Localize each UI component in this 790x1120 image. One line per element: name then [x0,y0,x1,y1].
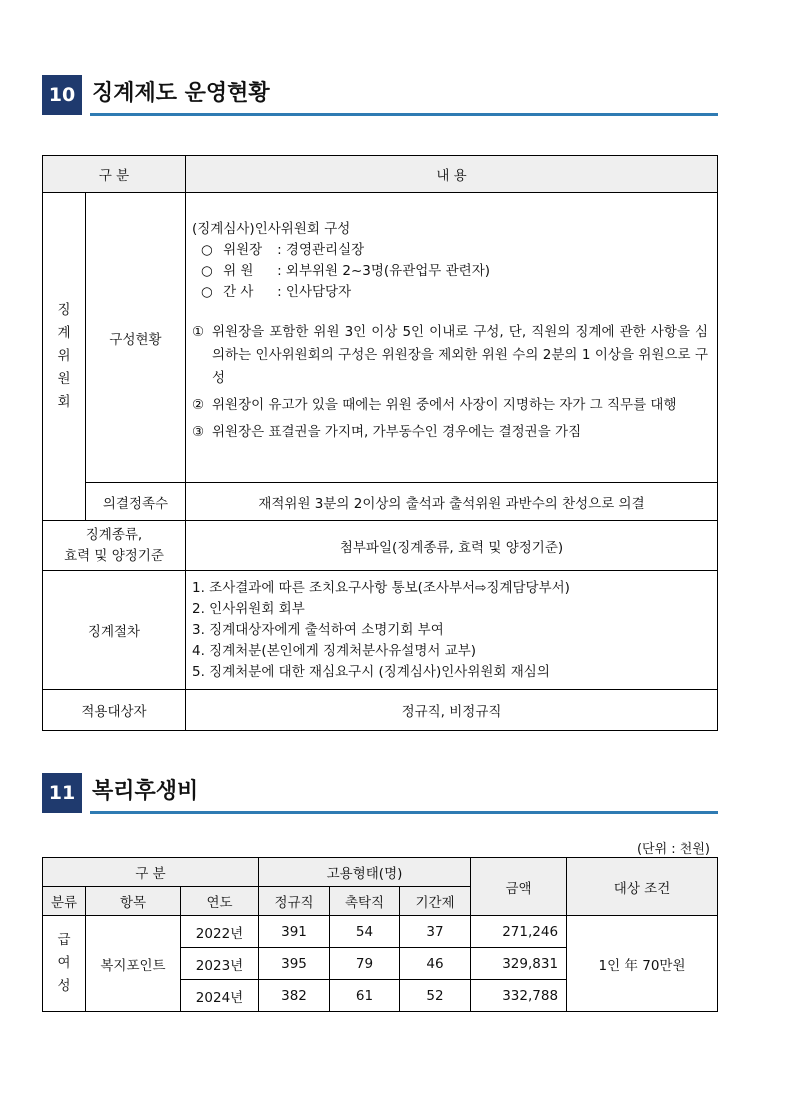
contract-cell: 61 [330,980,400,1012]
regular-cell: 382 [259,980,330,1012]
regular-cell: 391 [259,916,330,948]
circle-bullet-icon: ○ [201,242,213,258]
amount-cell: 329,831 [471,948,567,980]
member-row [192,240,708,261]
procedure-content [186,571,718,690]
header-year: 연도 [181,887,259,916]
condition-cell: 1인 年 70만원 [567,916,718,1012]
committee-label-char: 징 [57,302,71,318]
target-label: 적용대상자 [43,690,186,731]
circle-bullet-icon: ○ [201,284,213,300]
member-role: 위원장 [223,242,263,258]
header-fixed-term: 기간제 [400,887,471,916]
section-number: 11 [42,773,82,813]
class-label-char: 성 [57,978,71,994]
circled-number-icon: ② [192,397,205,413]
member-role: 간 사 [223,284,254,300]
rule-text: 위원장을 포함한 위원 3인 이상 5인 이내로 구성, 단, 직원의 징계에 관한 사항을 심의하는 인사위원회의 구성은 위원장을 제외한 위원 수의 2분의 1 이상을 위원으로 구성 [212,324,708,386]
target-text: 정규직, 비정규직 [186,690,718,731]
header-employment-group: 고용형태(명) [259,858,471,887]
item-label: 복지포인트 [86,916,181,1012]
procedure-step: 1. 조사결과에 따른 조치요구사항 통보(조사부서⇨징계담당부서) [192,579,570,596]
section-number: 10 [42,75,82,115]
fixed-term-cell: 46 [400,948,471,980]
procedure-label: 징계절차 [43,571,186,690]
member-desc: : 외부위원 2~3명(유관업무 관련자) [277,263,491,279]
section-11-heading [42,773,718,815]
circle-bullet-icon: ○ [201,263,213,279]
procedure-step: 4. 징계처분(본인에게 징계처분사유설명서 교부) [192,642,477,659]
rule-item [192,394,708,417]
fixed-term-cell: 52 [400,980,471,1012]
header-item: 항목 [86,887,181,916]
disciplinary-system-table [42,155,718,731]
rule-text: 위원장이 유고가 있을 때에는 위원 중에서 사장이 지명하는 자가 그 직무를 대행 [212,397,677,413]
rule-item [192,421,708,444]
committee-group-label [43,193,86,521]
types-text: 첨부파일(징계종류, 효력 및 양정기준) [186,521,718,571]
contract-cell: 54 [330,916,400,948]
rule-text: 위원장은 표결권을 가지며, 가부동수인 경우에는 결정권을 가짐 [212,424,582,440]
composition-label: 구성현황 [86,193,186,483]
section-title: 복리후생비 [92,779,199,804]
welfare-expense-table [42,857,718,1012]
member-desc: : 경영관리실장 [277,242,365,258]
header-condition: 대상 조건 [567,858,718,916]
year-cell: 2022년 [181,916,259,948]
header-contract: 촉탁직 [330,887,400,916]
quorum-text: 재적위원 3분의 2이상의 출석과 출석위원 과반수의 찬성으로 의결 [186,483,718,521]
procedure-step: 5. 징계처분에 대한 재심요구시 (징계심사)인사위원회 재심의 [192,663,550,680]
member-row [192,261,708,282]
rule-item [192,321,708,390]
fixed-term-cell: 37 [400,916,471,948]
types-label-line: 효력 및 양정기준 [64,547,164,564]
year-cell: 2024년 [181,980,259,1012]
header-class: 분류 [43,887,86,916]
header-amount: 금액 [471,858,567,916]
types-label-line: 징계종류, [85,526,143,543]
composition-intro: (징계심사)인사위원회 구성 [192,221,351,237]
year-cell: 2023년 [181,948,259,980]
class-label [43,916,86,1012]
unit-label: (단위 : 천원) [636,842,710,857]
section-underline [90,811,718,814]
header-category: 구 분 [43,156,186,193]
section-underline [90,113,718,116]
header-category-group: 구 분 [43,858,259,887]
member-desc: : 인사담당자 [277,284,352,300]
section-10-heading [42,75,718,117]
header-regular: 정규직 [259,887,330,916]
table-row [43,916,718,948]
member-row [192,282,708,303]
procedure-step: 2. 인사위원회 회부 [192,600,305,617]
committee-label-char: 계 [57,325,71,341]
class-label-char: 여 [57,955,71,971]
amount-cell: 332,788 [471,980,567,1012]
contract-cell: 79 [330,948,400,980]
procedure-step: 3. 징계대상자에게 출석하여 소명기회 부여 [192,621,444,638]
composition-content [186,193,718,483]
regular-cell: 395 [259,948,330,980]
amount-cell: 271,246 [471,916,567,948]
committee-label-char: 원 [57,371,71,387]
circled-number-icon: ① [192,324,205,340]
section-title: 징계제도 운영현황 [92,81,270,106]
member-role: 위 원 [223,263,254,279]
types-label [43,521,186,571]
class-label-char: 급 [57,932,71,948]
circled-number-icon: ③ [192,424,205,440]
quorum-label: 의결정족수 [86,483,186,521]
committee-label-char: 회 [57,394,71,410]
header-content: 내 용 [186,156,718,193]
committee-label-char: 위 [57,348,71,364]
